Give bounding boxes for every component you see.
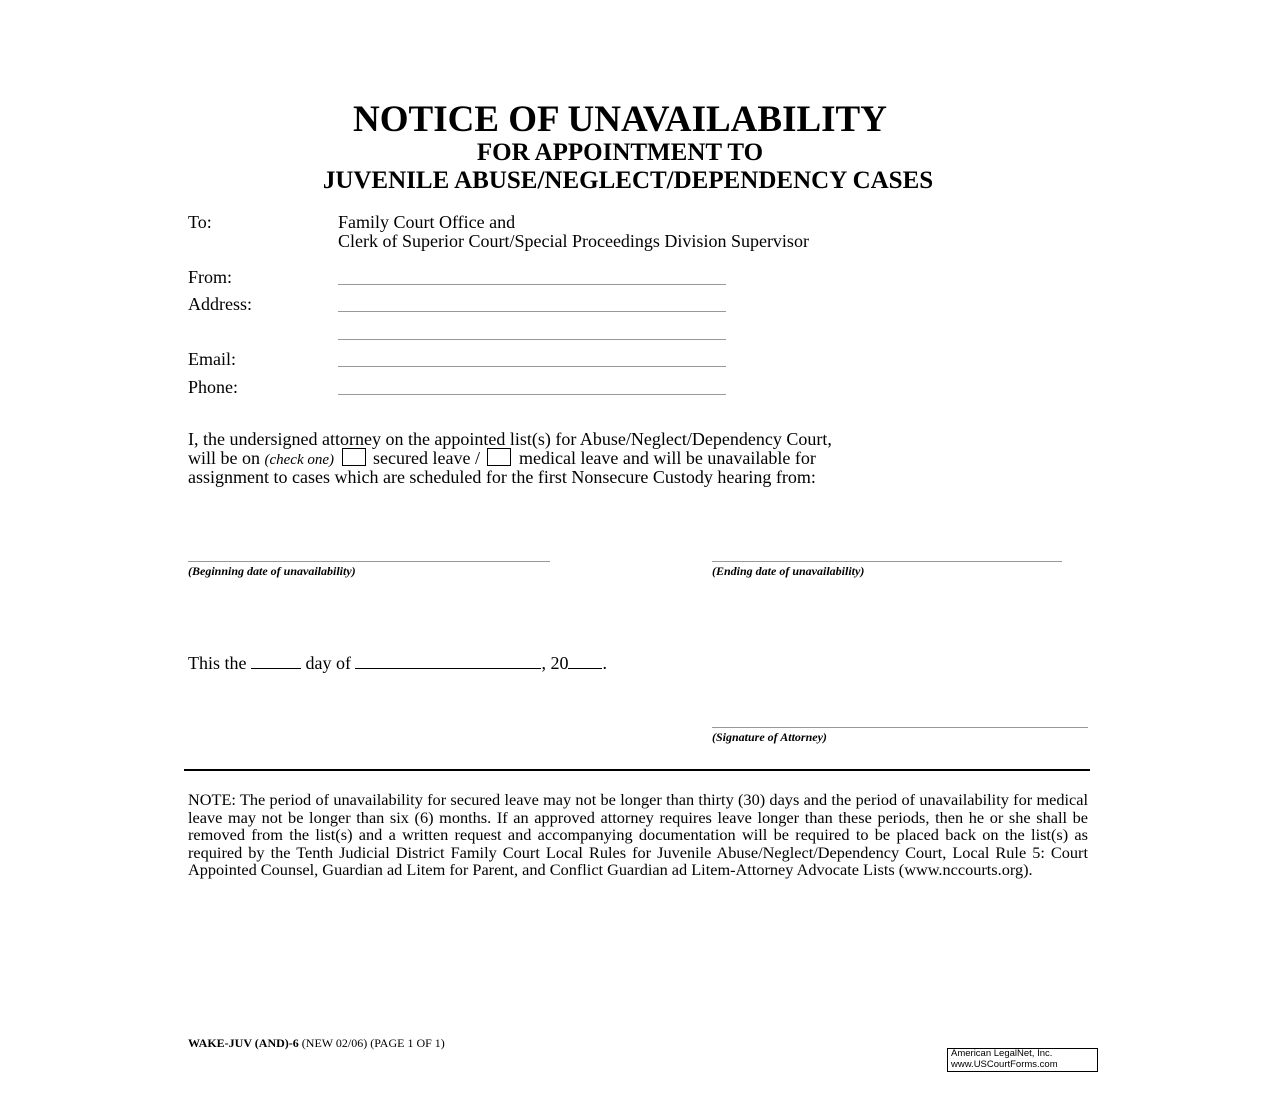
address-field-1[interactable] (338, 311, 726, 312)
will-be-on-text: will be on (188, 448, 260, 468)
statement-line-3: assignment to cases which are scheduled for the first Nonsecure Custody hearing from: (188, 467, 816, 487)
divider (184, 769, 1090, 771)
phone-field[interactable] (338, 394, 726, 395)
publisher-stamp (947, 1048, 1098, 1072)
ending-date-field[interactable] (712, 561, 1062, 562)
signature-field[interactable] (712, 727, 1088, 728)
address-field-2[interactable] (338, 339, 726, 340)
to-recipient-1: Family Court Office and (338, 212, 516, 232)
medical-leave-label: medical leave and will be unavailable for (518, 448, 816, 468)
to-recipient-2: Clerk of Superior Court/Special Proceedings Division Supervisor (338, 231, 809, 251)
form-subtitle-1: FOR APPOINTMENT TO (476, 139, 764, 166)
medical-leave-checkbox[interactable] (487, 448, 511, 466)
year-field[interactable] (568, 668, 602, 669)
form-footer (188, 1036, 445, 1051)
stamp-line-1: American LegalNet, Inc. (951, 1048, 1053, 1059)
secured-leave-label: secured leave / (373, 448, 480, 468)
from-field[interactable] (338, 284, 726, 285)
month-field[interactable] (355, 668, 541, 669)
statement-line-1: I, the undersigned attorney on the appointed list(s) for Abuse/Neglect/Dependency Court, (188, 429, 832, 449)
form-id: WAKE-JUV (AND)-6 (188, 1036, 299, 1050)
period: . (602, 653, 607, 673)
this-the-text: This the (188, 653, 247, 673)
address-label: Address: (188, 294, 252, 314)
beginning-date-field[interactable] (188, 561, 550, 562)
year-prefix: , 20 (541, 653, 569, 673)
form-title: NOTICE OF UNAVAILABILITY (353, 99, 887, 140)
date-line (188, 653, 607, 674)
day-field[interactable] (251, 668, 301, 669)
note-paragraph: NOTE: The period of unavailability for secured leave may not be longer than thirty (30) days and the period of unavailability for medical leave may not be longer than six (6) months. If an approved attorney requires leave longer than these periods, then he or she shall be removed from the list(s) and a written request and accompanying documentation will be required to be placed back on the list(s) as required by the Tenth Judicial District Family Court Local Rules for Juvenile Abuse/Neglect/Dependency Court, Local Rule 5: Court Appointed Counsel, Guardian ad Litem for Parent, and Conflict Guardian ad Litem-Attorney Advocate Lists (www.nccourts.org). (188, 790, 1088, 880)
secured-leave-checkbox[interactable] (342, 448, 366, 466)
phone-label: Phone: (188, 377, 239, 397)
check-one-hint: (check one) (264, 452, 335, 468)
stamp-line-2: www.USCourtForms.com (951, 1058, 1058, 1070)
beginning-date-caption: (Beginning date of unavailability) (188, 564, 356, 578)
form-version: (NEW 02/06) (PAGE 1 OF 1) (298, 1036, 445, 1050)
from-label: From: (188, 267, 233, 287)
email-field[interactable] (338, 366, 726, 367)
signature-caption: (Signature of Attorney) (712, 730, 827, 744)
email-label: Email: (188, 349, 236, 369)
statement-line-2 (188, 448, 816, 469)
to-label: To: (188, 212, 212, 232)
ending-date-caption: (Ending date of unavailability) (712, 564, 865, 578)
form-subtitle-2: JUVENILE ABUSE/NEGLECT/DEPENDENCY CASES (322, 167, 934, 194)
day-of-text: day of (305, 653, 351, 673)
